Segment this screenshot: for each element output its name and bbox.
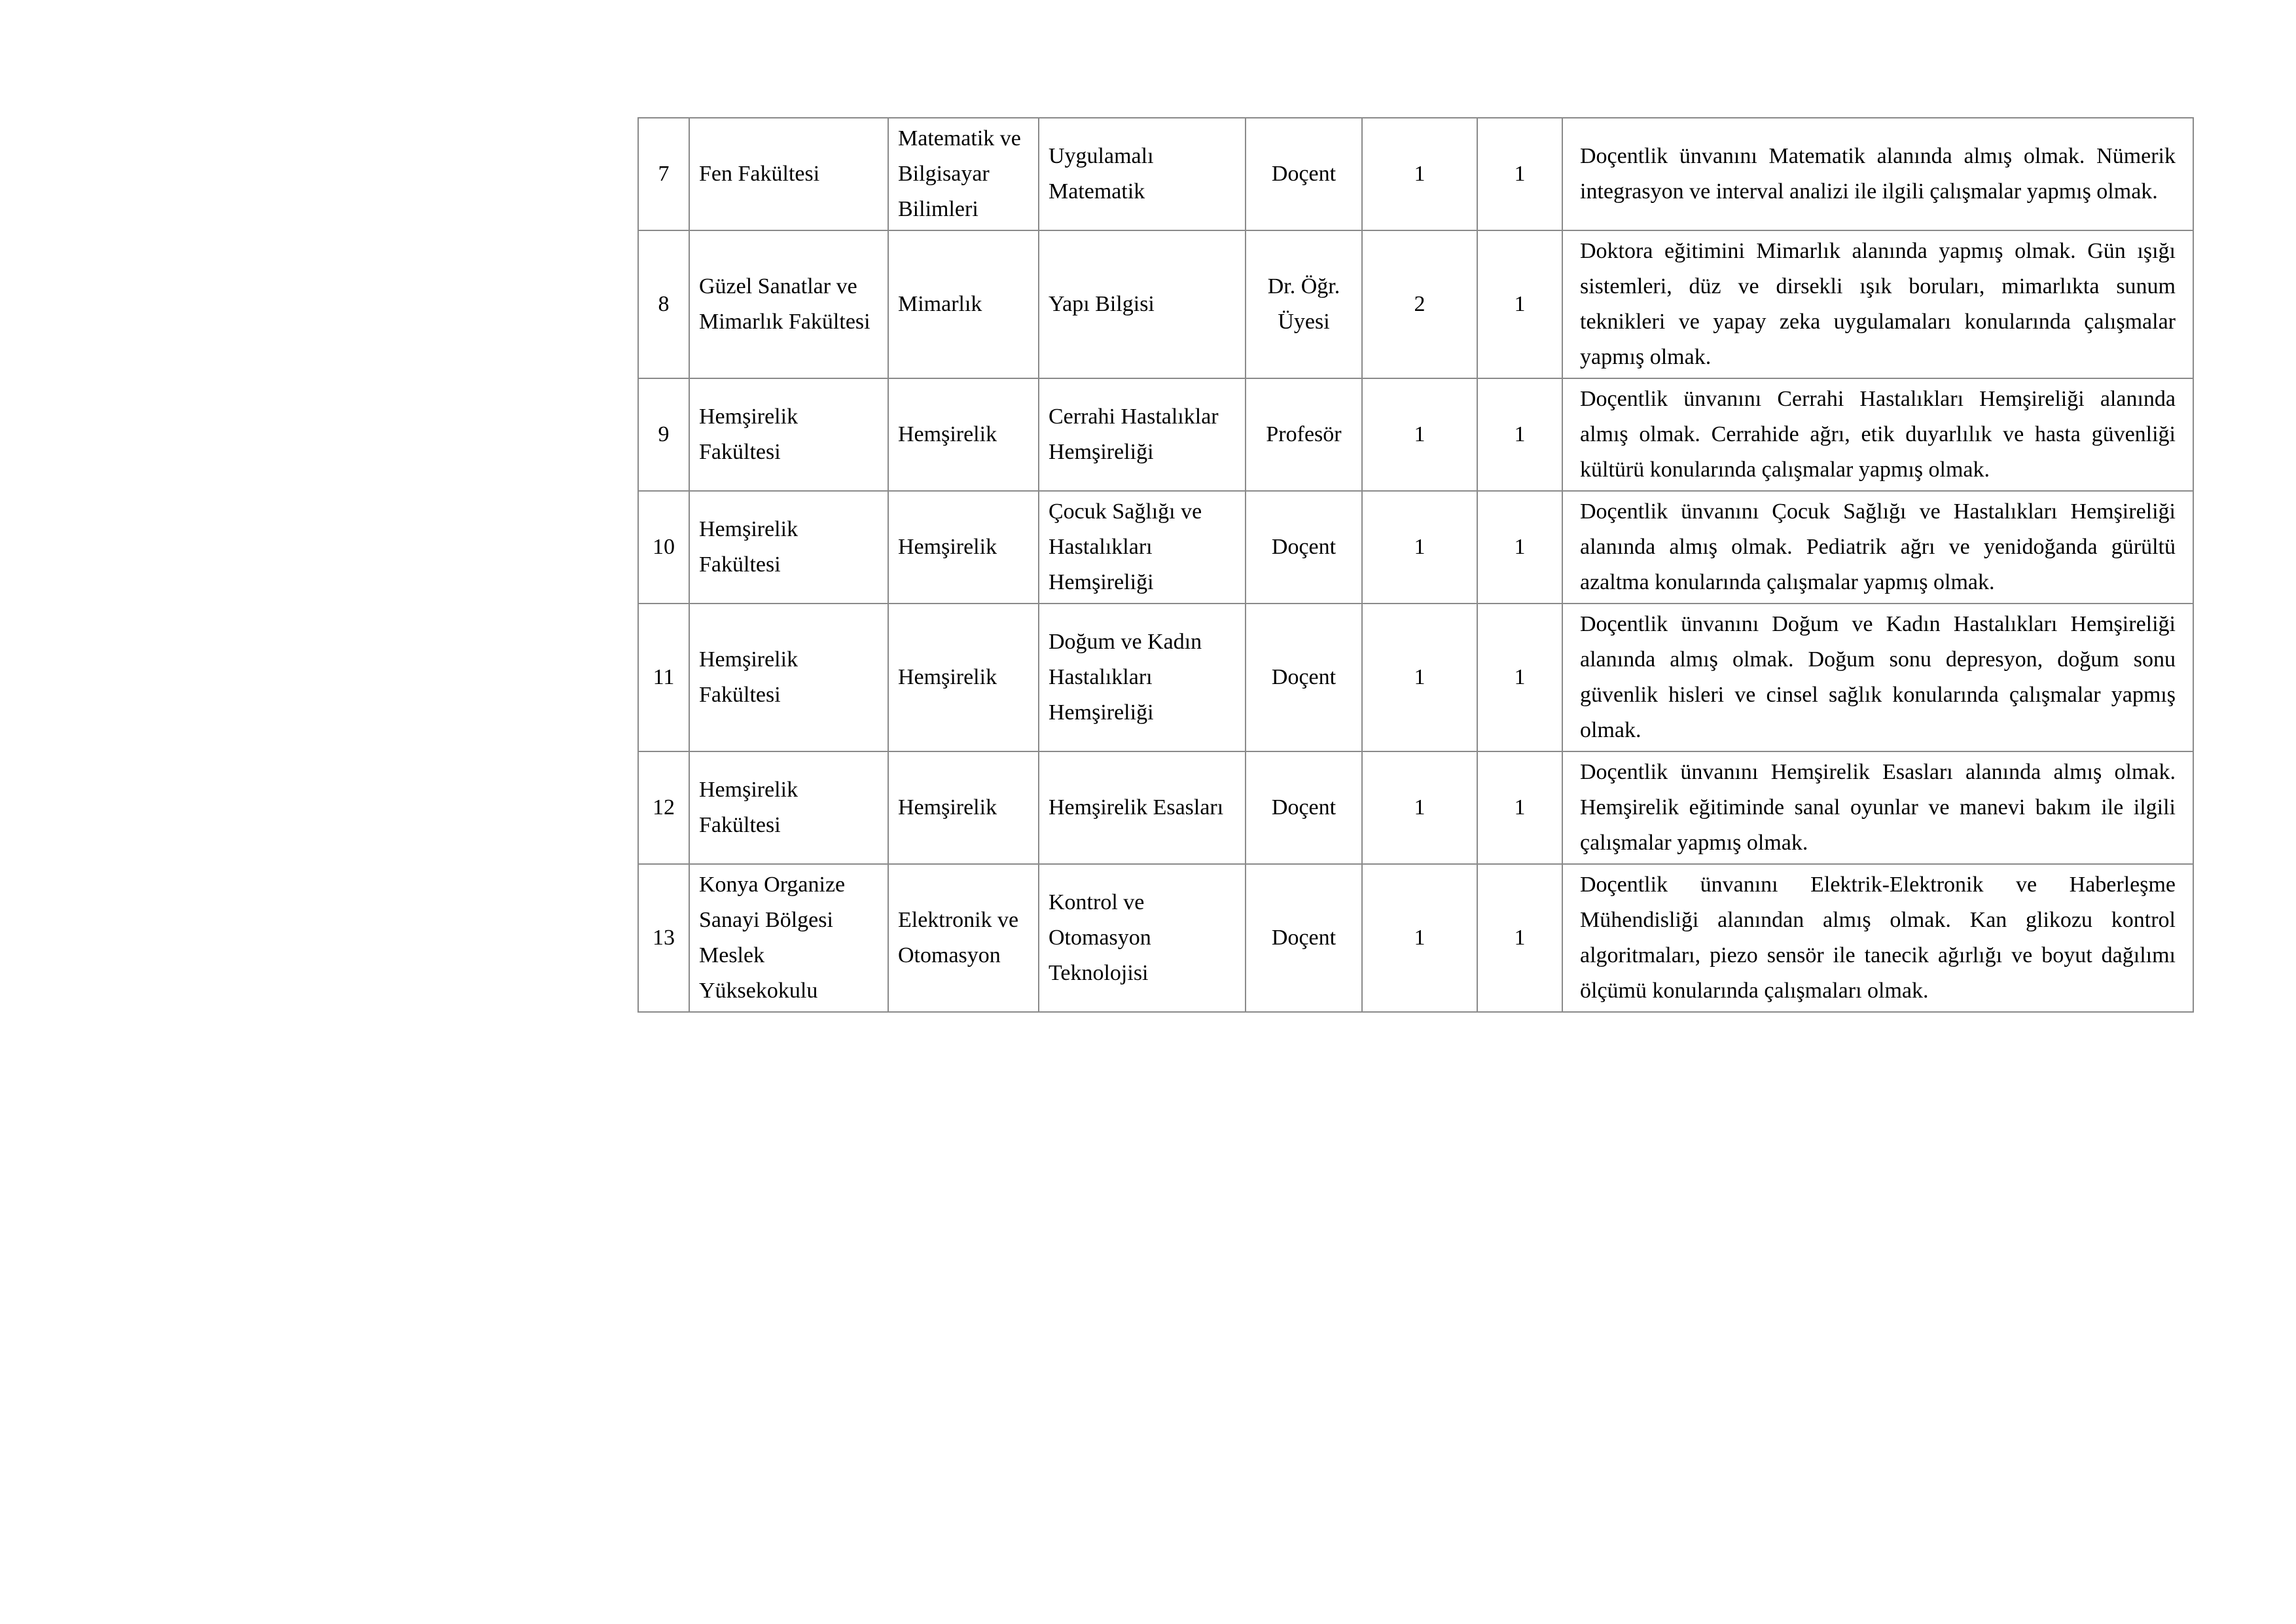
positions-table	[637, 117, 2194, 1013]
field-cell: Cerrahi Hastalıklar Hemşireliği	[1039, 378, 1246, 491]
degree-count-cell: 1	[1362, 491, 1477, 604]
degree-count-cell: 1	[1362, 604, 1477, 751]
table-row	[638, 230, 2193, 378]
staff-count-cell: 1	[1477, 864, 1562, 1012]
field-cell: Doğum ve Kadın Hastalıkları Hemşireliği	[1039, 604, 1246, 751]
field-cell: Çocuk Sağlığı ve Hastalıkları Hemşireliği	[1039, 491, 1246, 604]
faculty-cell: Hemşirelik Fakültesi	[689, 491, 888, 604]
department-cell: Hemşirelik	[888, 604, 1039, 751]
requirements-cell: Doktora eğitimini Mimarlık alanında yapmış olmak. Gün ışığı sistemleri, düz ve dirsekli ışık boruları, mimarlıkta sunum teknikleri ve yapay zeka uygulamaları konularında çalışmalar yapmış olmak.	[1562, 230, 2193, 378]
faculty-cell: Hemşirelik Fakültesi	[689, 751, 888, 864]
table-row	[638, 491, 2193, 604]
field-cell: Kontrol ve Otomasyon Teknolojisi	[1039, 864, 1246, 1012]
department-cell: Hemşirelik	[888, 751, 1039, 864]
field-cell: Uygulamalı Matematik	[1039, 118, 1246, 230]
row-number-cell: 7	[638, 118, 689, 230]
requirements-cell: Doçentlik ünvanını Cerrahi Hastalıkları Hemşireliği alanında almış olmak. Cerrahide ağrı, etik duyarlılık ve hasta güvenliği kültürü konularında çalışmalar yapmış olmak.	[1562, 378, 2193, 491]
table-row	[638, 864, 2193, 1012]
faculty-cell: Hemşirelik Fakültesi	[689, 378, 888, 491]
title-cell: Doçent	[1246, 118, 1362, 230]
staff-count-cell: 1	[1477, 378, 1562, 491]
row-number-cell: 11	[638, 604, 689, 751]
faculty-cell: Fen Fakültesi	[689, 118, 888, 230]
title-cell: Dr. Öğr. Üyesi	[1246, 230, 1362, 378]
row-number-cell: 13	[638, 864, 689, 1012]
department-cell: Elektronik ve Otomasyon	[888, 864, 1039, 1012]
title-cell: Doçent	[1246, 604, 1362, 751]
degree-count-cell: 1	[1362, 751, 1477, 864]
department-cell: Hemşirelik	[888, 378, 1039, 491]
staff-count-cell: 1	[1477, 118, 1562, 230]
table-row	[638, 604, 2193, 751]
table-row	[638, 118, 2193, 230]
staff-count-cell: 1	[1477, 230, 1562, 378]
row-number-cell: 9	[638, 378, 689, 491]
title-cell: Doçent	[1246, 864, 1362, 1012]
field-cell: Yapı Bilgisi	[1039, 230, 1246, 378]
degree-count-cell: 2	[1362, 230, 1477, 378]
row-number-cell: 12	[638, 751, 689, 864]
title-cell: Doçent	[1246, 751, 1362, 864]
degree-count-cell: 1	[1362, 378, 1477, 491]
table-row	[638, 751, 2193, 864]
faculty-cell: Güzel Sanatlar ve Mimarlık Fakültesi	[689, 230, 888, 378]
title-cell: Profesör	[1246, 378, 1362, 491]
staff-count-cell: 1	[1477, 604, 1562, 751]
department-cell: Hemşirelik	[888, 491, 1039, 604]
degree-count-cell: 1	[1362, 118, 1477, 230]
table-body	[638, 118, 2193, 1012]
table-row	[638, 378, 2193, 491]
staff-count-cell: 1	[1477, 491, 1562, 604]
department-cell: Matematik ve Bilgisayar Bilimleri	[888, 118, 1039, 230]
requirements-cell: Doçentlik ünvanını Elektrik-Elektronik ve Haberleşme Mühendisliği alanından almış olmak. Kan glikozu kontrol algoritmaları, piezo sensör ile tanecik ağırlığı ve boyut dağılımı ölçümü konularında çalışmaları olmak.	[1562, 864, 2193, 1012]
title-cell: Doçent	[1246, 491, 1362, 604]
department-cell: Mimarlık	[888, 230, 1039, 378]
requirements-cell: Doçentlik ünvanını Matematik alanında almış olmak. Nümerik integrasyon ve interval analizi ile ilgili çalışmalar yapmış olmak.	[1562, 118, 2193, 230]
field-cell: Hemşirelik Esasları	[1039, 751, 1246, 864]
row-number-cell: 10	[638, 491, 689, 604]
row-number-cell: 8	[638, 230, 689, 378]
staff-count-cell: 1	[1477, 751, 1562, 864]
faculty-cell: Konya Organize Sanayi Bölgesi Meslek Yüksekokulu	[689, 864, 888, 1012]
requirements-cell: Doçentlik ünvanını Çocuk Sağlığı ve Hastalıkları Hemşireliği alanında almış olmak. Pediatrik ağrı ve yenidoğanda gürültü azaltma konularında çalışmalar yapmış olmak.	[1562, 491, 2193, 604]
requirements-cell: Doçentlik ünvanını Doğum ve Kadın Hastalıkları Hemşireliği alanında almış olmak. Doğum sonu depresyon, doğum sonu güvenlik hisleri ve cinsel sağlık konularında çalışmalar yapmış olmak.	[1562, 604, 2193, 751]
requirements-cell: Doçentlik ünvanını Hemşirelik Esasları alanında almış olmak. Hemşirelik eğitiminde sanal oyunlar ve manevi bakım ile ilgili çalışmalar yapmış olmak.	[1562, 751, 2193, 864]
faculty-cell: Hemşirelik Fakültesi	[689, 604, 888, 751]
degree-count-cell: 1	[1362, 864, 1477, 1012]
